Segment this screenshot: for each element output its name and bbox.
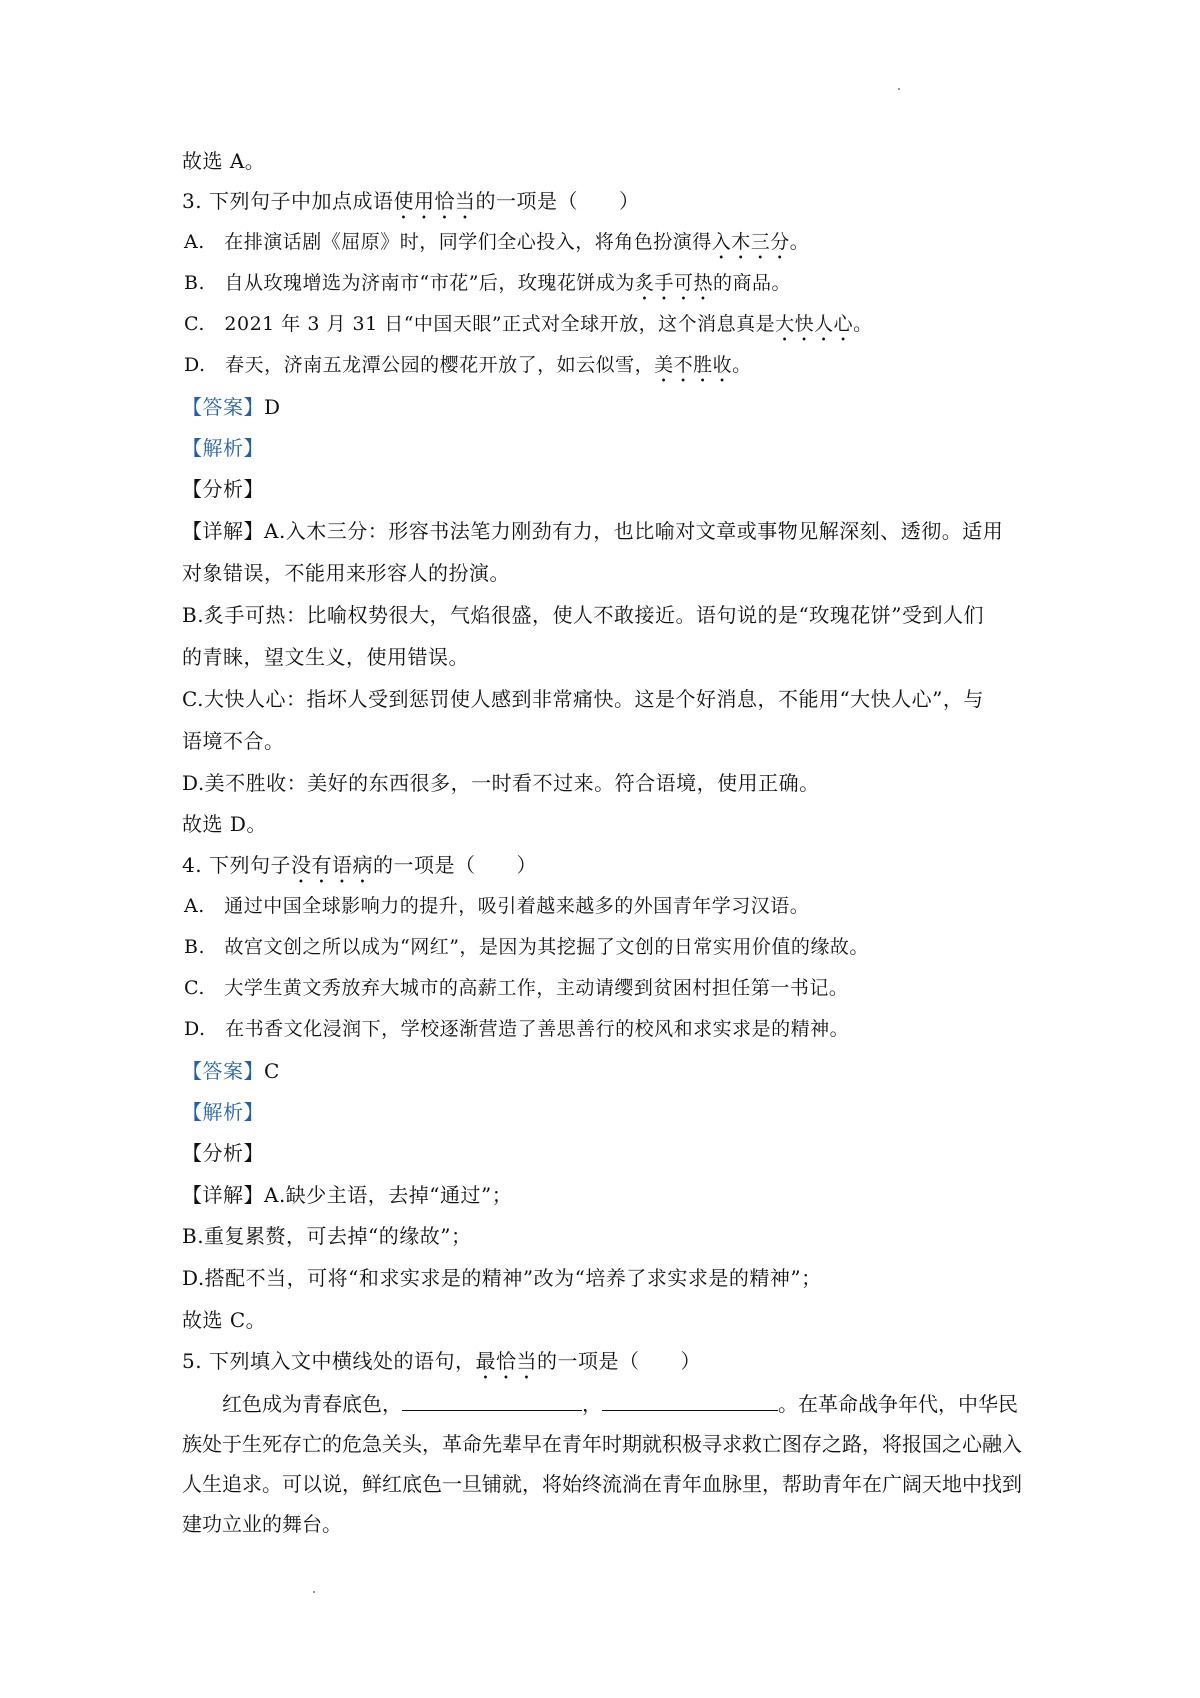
q3-option-b	[184, 268, 791, 305]
q4-option-c: C. 大学生黄文秀放弃大城市的高薪工作，主动请缨到贫困村担任第一书记。	[184, 977, 849, 999]
q3-option-d-end: 。	[732, 354, 752, 376]
q4-stem-text-b: 的一项是（ ）	[372, 853, 537, 877]
scan-speck-top	[898, 88, 900, 90]
q2-conclusion: 故选 A。	[182, 149, 266, 173]
q4-stem-text-a: 4. 下列句子	[182, 853, 291, 877]
q3-stem-emphasis: 使用恰当	[393, 189, 476, 213]
q5-stem-emphasis: 最恰当	[475, 1349, 537, 1373]
q3-stem-text-a: 3. 下列句子中加点成语	[182, 189, 394, 213]
q5-blank-2	[602, 1390, 778, 1411]
q3-answer	[182, 392, 281, 422]
q3-detail-7: D.美不胜收：美好的东西很多，一时看不过来。符合语境，使用正确。	[182, 771, 820, 795]
scan-speck-bottom	[313, 1591, 315, 1593]
q3-stem	[182, 186, 639, 224]
q3-answer-value: D	[264, 395, 281, 419]
q3-option-c-text: C. 2021 年 3 月 31 日“中国天眼”正式对全球开放，这个消息真是	[184, 313, 776, 335]
q3-option-d-text: D. 春天，济南五龙潭公园的樱花开放了，如云似雪，	[184, 354, 655, 376]
q3-detail-2: 对象错误，不能用来形容人的扮演。	[182, 561, 510, 585]
q5-passage-rest: 。在革命战争年代，中华民族处于生死存亡的危急关头，革命先辈早在青年时期就积极寻求救亡图存之路，将报国之心融入人生追求。可以说，鲜红底色一旦铺就，将始终流淌在青年血脉里，帮助青年在广阔天地中找到建功立业的舞台。	[182, 1392, 1022, 1536]
q3-option-b-end: 的商品。	[712, 272, 791, 294]
q3-conclusion: 故选 D。	[182, 812, 267, 836]
q4-option-d: D. 在书香文化浸润下，学校逐渐营造了善思善行的校风和求实求是的精神。	[184, 1018, 850, 1040]
q4-analysis-tag: 【解析】	[182, 1100, 264, 1124]
q4-answer-value: C	[264, 1059, 280, 1083]
q4-option-a: A. 通过中国全球影响力的提升，吸引着越来越多的外国青年学习汉语。	[184, 895, 810, 917]
q3-option-c-end: 。	[853, 313, 873, 335]
q3-option-b-text: B. 自从玫瑰增选为济南市“市花”后，玫瑰花饼成为	[184, 272, 635, 294]
q5-passage-comma: ，	[582, 1392, 602, 1416]
q3-option-c	[184, 309, 873, 346]
q3-option-a-text: A. 在排演话剧《屈原》时，同学们全心投入，将角色扮演得	[184, 231, 712, 253]
q4-option-b: B. 故宫文创之所以成为“网红”，是因为其挖掘了文创的日常实用价值的缘故。	[184, 936, 869, 958]
q3-option-b-idiom: 炙手可热	[634, 272, 713, 294]
q4-answer-tag: 【答案】	[182, 1059, 264, 1083]
q3-analysis-tag: 【解析】	[182, 436, 264, 460]
q3-answer-tag: 【答案】	[182, 395, 264, 419]
q4-fenxi-tag: 【分析】	[182, 1141, 264, 1165]
q3-detail-1: 【详解】A.入木三分：形容书法笔力刚劲有力，也比喻对文章或事物见解深刻、透彻。适用	[182, 519, 1004, 543]
q5-passage-lead: 红色成为青春底色，	[222, 1392, 402, 1416]
q5-passage	[182, 1384, 1030, 1544]
q3-option-d-idiom: 美不胜收	[654, 354, 733, 376]
q3-detail-3: B.炙手可热：比喻权势很大，气焰很盛，使人不敢接近。语句说的是“玫瑰花饼”受到人们	[182, 603, 985, 627]
q3-detail-5: C.大快人心：指坏人受到惩罚使人感到非常痛快。这是个好消息，不能用“大快人心”，与	[182, 687, 984, 711]
q3-option-a	[184, 227, 809, 264]
q3-option-a-end: 。	[789, 231, 810, 253]
q3-option-a-idiom: 入木三分	[711, 231, 790, 253]
q3-fenxi-tag: 【分析】	[182, 477, 264, 501]
q3-option-d	[184, 350, 752, 387]
q4-detail-1: 【详解】A.缺少主语，去掉“通过”；	[182, 1183, 513, 1207]
q3-detail-4: 的青睐，望文生义，使用错误。	[182, 645, 469, 669]
q5-blank-1	[402, 1390, 582, 1411]
q4-answer	[182, 1056, 280, 1086]
q4-conclusion: 故选 C。	[182, 1308, 267, 1332]
q4-stem	[182, 850, 537, 888]
q4-detail-2: B.重复累赘，可去掉“的缘故”；	[182, 1224, 472, 1248]
q4-detail-3: D.搭配不当，可将“和求实求是的精神”改为“培养了求实求是的精神”；	[182, 1266, 822, 1290]
q5-stem-text-b: 的一项是（ ）	[536, 1349, 701, 1373]
q5-stem-text-a: 5. 下列填入文中横线处的语句，	[182, 1349, 476, 1373]
q4-stem-emphasis: 没有语病	[290, 853, 373, 877]
q5-stem	[182, 1346, 701, 1384]
q3-stem-text-b: 的一项是（ ）	[475, 189, 640, 213]
q3-detail-6: 语境不合。	[182, 729, 285, 753]
q3-option-c-idiom: 大快人心	[775, 313, 854, 335]
